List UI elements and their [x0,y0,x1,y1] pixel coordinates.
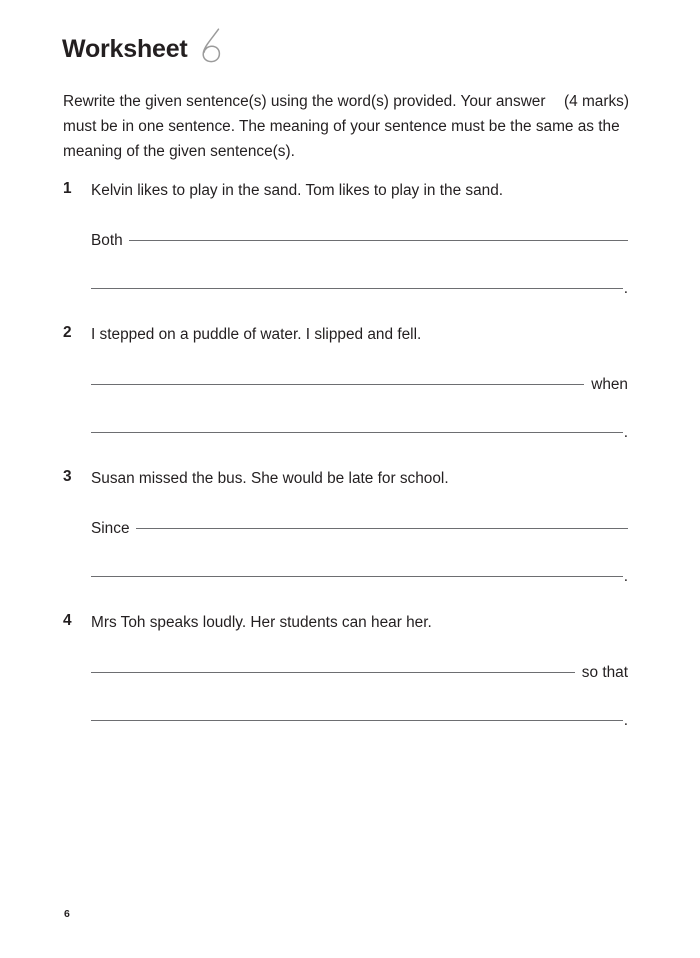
question-2-answer-line-2[interactable] [91,424,628,448]
question-2-writing-rule-2[interactable] [91,432,623,433]
question-2-suffix-word: when [591,376,628,393]
question-1-writing-rule-2[interactable] [91,288,623,289]
question-2 [0,324,700,441]
question-2-writing-rule-1[interactable] [91,384,584,385]
question-1-number: 1 [63,180,72,197]
question-3-writing-rule-1[interactable] [136,528,629,529]
worksheet-number-outline-icon [197,26,227,64]
question-1-writing-rule-1[interactable] [129,240,628,241]
question-2-header [0,324,700,348]
question-3-answer-line-2[interactable] [91,568,628,592]
question-2-answer-line-1[interactable] [91,376,628,400]
page-number: 6 [64,908,70,920]
question-4-writing-rule-1[interactable] [91,672,575,673]
question-1-header [0,180,700,204]
question-4-end-period: . [623,712,628,729]
question-1-answer-line-1[interactable] [91,232,628,256]
question-3-prompt: Susan missed the bus. She would be late for school. [91,470,449,487]
question-2-prompt: I stepped on a puddle of water. I slipped and fell. [91,326,422,343]
question-2-number: 2 [63,324,72,341]
page-title [62,24,227,62]
question-2-end-period: . [623,424,628,441]
question-3-number: 3 [63,468,72,485]
question-1-answer-line-2[interactable] [91,280,628,304]
page-title-text: Worksheet [62,35,188,63]
question-4-prompt: Mrs Toh speaks loudly. Her students can hear her. [91,614,432,631]
question-1-prefix-word: Both [91,232,123,249]
instructions-paragraph [63,89,629,164]
question-1 [0,180,700,297]
question-4-number: 4 [63,612,72,629]
question-3-end-period: . [623,568,628,585]
question-1-end-period: . [623,280,628,297]
question-4-header [0,612,700,636]
question-3-answer-line-1[interactable] [91,520,628,544]
question-4-answer-line-1[interactable] [91,664,628,688]
question-3-header [0,468,700,492]
question-3-prefix-word: Since [91,520,130,537]
question-4-suffix-word: so that [581,664,628,681]
question-4-writing-rule-2[interactable] [91,720,623,721]
marks-label: (4 marks) [564,93,629,110]
question-1-prompt: Kelvin likes to play in the sand. Tom likes to play in the sand. [91,182,504,199]
instructions-text: Rewrite the given sentence(s) using the word(s) provided. Your answer must be in one sentence. The meaning of your sentence must be the same as the meaning of the given sentence(s). [63,93,620,160]
question-3-writing-rule-2[interactable] [91,576,623,577]
question-4-answer-line-2[interactable] [91,712,628,736]
question-4 [0,612,700,729]
question-3 [0,468,700,585]
